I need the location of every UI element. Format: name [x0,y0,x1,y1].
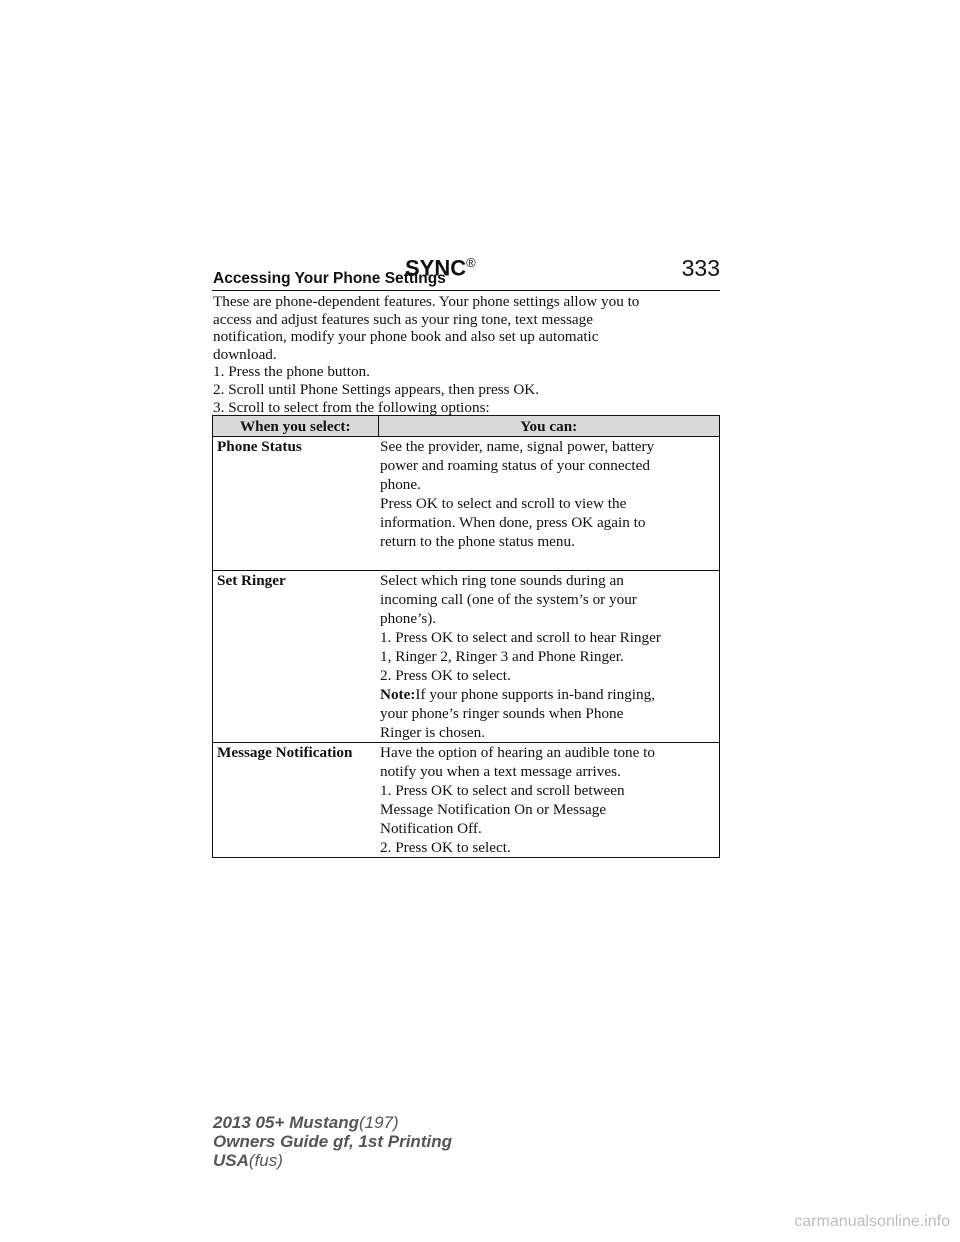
option-label: Phone Status [213,437,379,571]
footer-line-3 [213,1151,452,1170]
option-description [378,743,720,858]
intro-line: notification, modify your phone book and also set up automatic [213,328,599,346]
description-line: Notification Off. [380,820,482,837]
phone-settings-table [212,415,720,858]
description-line: return to the phone status menu. [380,533,575,550]
section-heading: Accessing Your Phone Settings [213,270,446,287]
intro-line: access and adjust features such as your ring tone, text message [213,310,593,328]
intro-line: These are phone-dependent features. Your phone settings allow you to [213,293,640,310]
description-line: power and roaming status of your connected [380,457,650,474]
note-line: Ringer is chosen. [380,724,486,741]
footer-market: USA [213,1151,249,1170]
description-line: 1, Ringer 2, Ringer 3 and Phone Ringer. [380,648,624,665]
description-line: Have the option of hearing an audible tone to [380,744,655,761]
registered-mark: ® [466,255,476,270]
footer-model: 2013 05+ Mustang [213,1113,359,1132]
description-line: 1. Press OK to select and scroll to hear Ringer [380,629,661,646]
option-label: Message Notification [213,743,379,858]
description-line: See the provider, name, signal power, battery [380,438,655,455]
note-line: your phone’s ringer sounds when Phone [380,705,624,722]
step-2: 2. Scroll until Phone Settings appears, then press OK. [213,380,540,398]
intro-body [213,293,723,416]
description-line: phone’s). [380,610,437,627]
option-description [378,571,720,743]
description-line: Press OK to select and scroll to view the [380,495,627,512]
note-label: Note: [380,686,416,703]
note-line [380,685,715,704]
print-footer [213,1113,452,1170]
description-line: information. When done, press OK again to [380,514,646,531]
option-label: Set Ringer [213,571,379,743]
description-line: notify you when a text message arrives. [380,763,621,780]
step-1: 1. Press the phone button. [213,363,370,381]
site-watermark[interactable]: carmanualsonline.info [794,1213,950,1230]
description-line: incoming call (one of the system’s or your [380,591,637,608]
step-3: 3. Scroll to select from the following options: [213,398,490,416]
footer-page-ref: (197) [359,1113,399,1132]
footer-market-code: (fus) [248,1151,283,1170]
footer-line-1 [213,1113,452,1132]
description-line: phone. [380,476,421,493]
table-row [213,743,720,858]
description-line: Select which ring tone sounds during an [380,572,624,589]
section-title-text: SYNC [405,255,467,281]
option-description [378,437,720,571]
note-text: If your phone supports in-band ringing, [415,686,656,703]
column-header-select: When you select: [213,416,379,437]
table-header-row [213,416,720,437]
intro-line: download. [213,345,277,363]
description-line: 1. Press OK to select and scroll between [380,782,625,799]
description-line: 2. Press OK to select. [380,839,511,856]
table-row [213,437,720,571]
footer-line-2: Owners Guide gf, 1st Printing [213,1132,452,1151]
description-line: Message Notification On or Message [380,801,607,818]
column-header-you-can: You can: [378,416,720,437]
table-row [213,571,720,743]
page-number: 333 [681,255,720,281]
description-line: 2. Press OK to select. [380,667,511,684]
